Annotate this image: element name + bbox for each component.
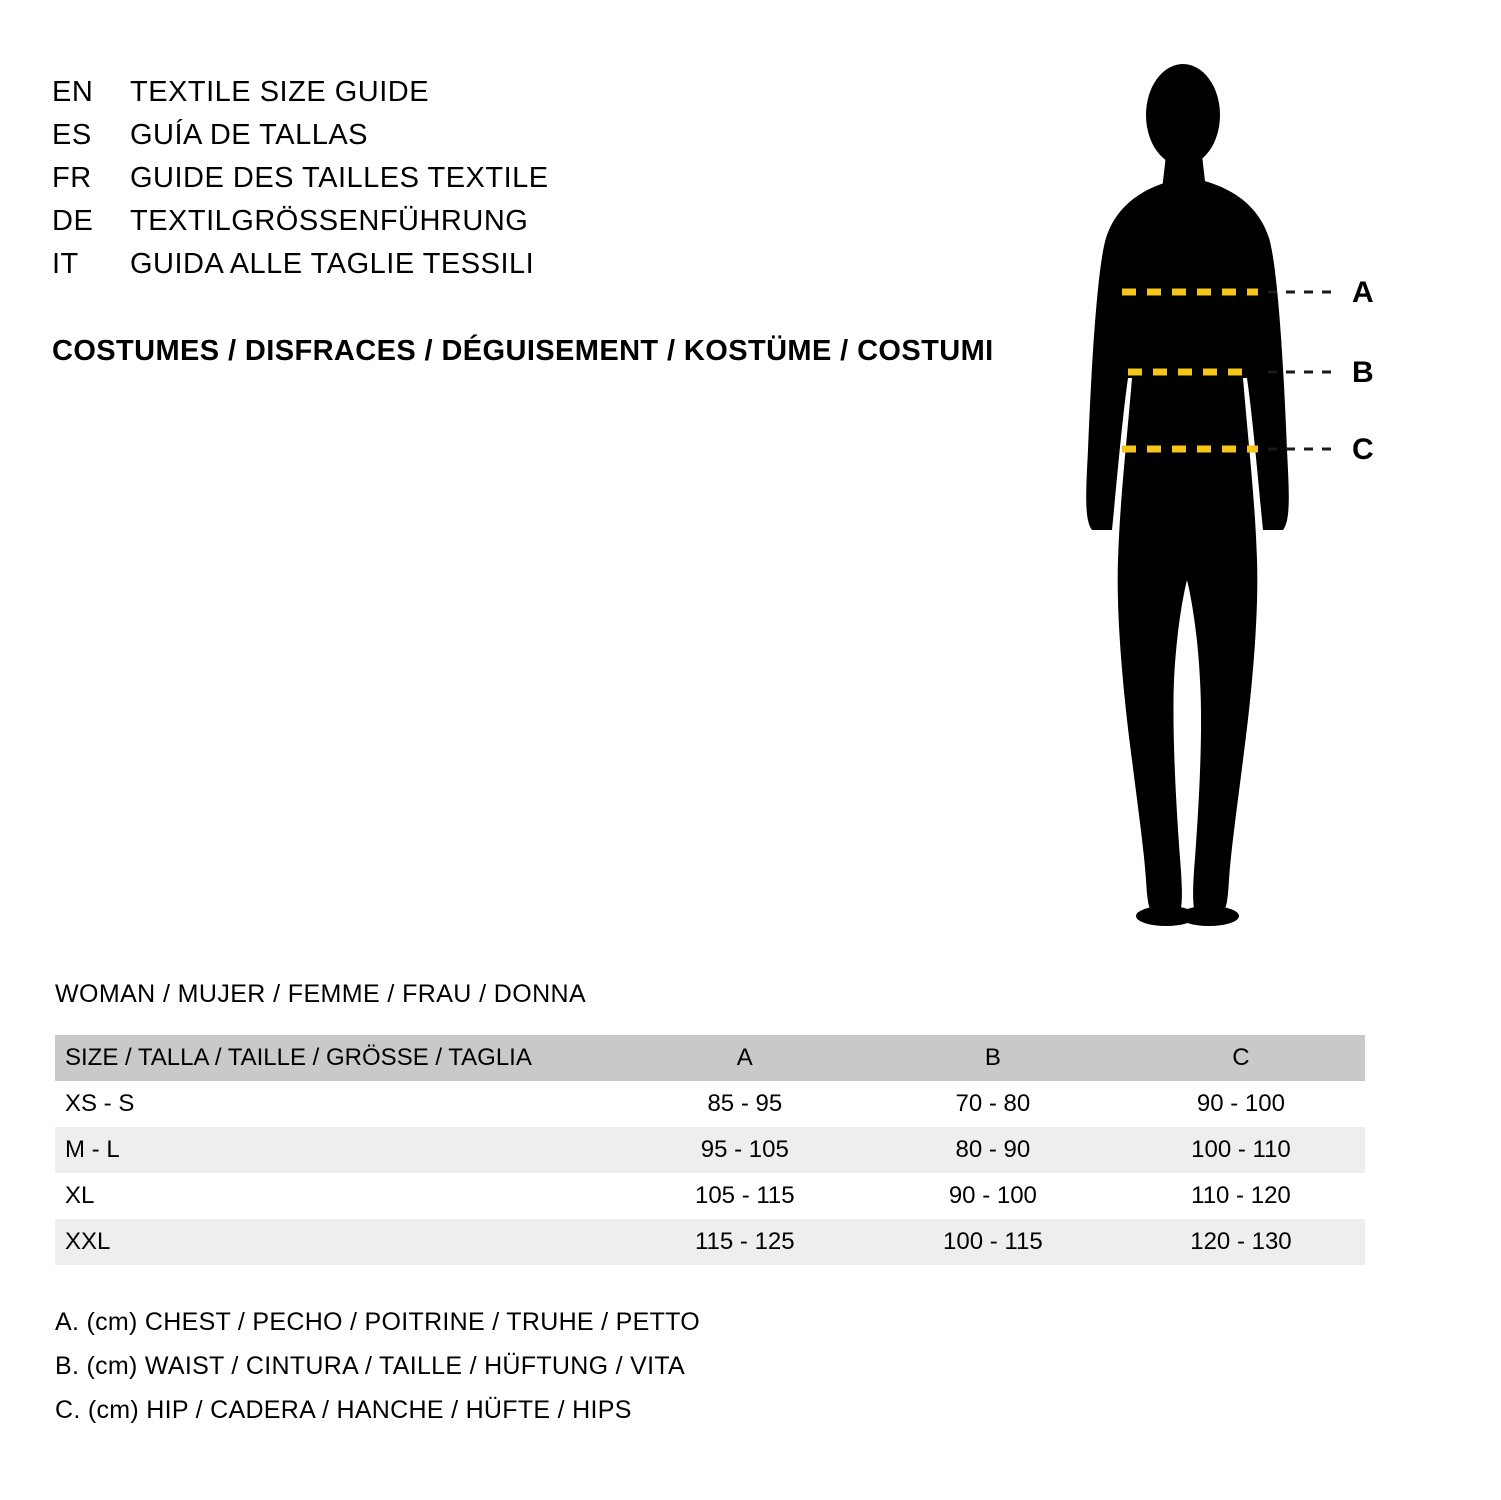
language-code: IT [52,248,79,280]
cell-size: XS - S [65,1090,135,1117]
cell-size: XXL [65,1228,111,1255]
legend-item-hip: C. (cm) HIP / CADERA / HANCHE / HÜFTE / HIPS [55,1396,632,1424]
language-row [52,205,1032,248]
language-row [52,248,1032,291]
cell-hip: 90 - 100 [1196,1090,1285,1117]
cell-chest: 105 - 115 [694,1182,795,1209]
language-row [52,162,1032,205]
marker-label-a: A [1352,276,1374,309]
cell-chest: 115 - 125 [694,1228,795,1255]
language-row [52,119,1032,162]
cell-size: M - L [65,1136,120,1163]
language-title: GUÍA DE TALLAS [130,119,369,151]
legend-item-chest: A. (cm) CHEST / PECHO / POITRINE / TRUHE / PETTO [55,1308,701,1336]
table-row [55,1081,1365,1127]
table-body [55,1081,1365,1265]
cell-waist: 100 - 115 [943,1228,1043,1255]
language-title: GUIDA ALLE TAGLIE TESSILI [130,248,535,280]
language-code: EN [52,76,94,108]
marker-label-b: B [1352,356,1374,389]
cell-size: XL [65,1182,95,1209]
size-table [55,1035,1365,1265]
cell-hip: 100 - 110 [1191,1136,1291,1163]
cell-hip: 110 - 120 [1191,1182,1291,1209]
language-code: ES [52,119,92,151]
language-title: TEXTILGRÖSSENFÜHRUNG [130,205,529,237]
language-row [52,76,1032,119]
marker-label-c: C [1352,433,1374,466]
cell-waist: 80 - 90 [955,1136,1031,1163]
language-title: TEXTILE SIZE GUIDE [130,76,430,108]
table-head [55,1035,1365,1081]
table-row [55,1173,1365,1219]
measurement-legend [55,1300,700,1432]
legend-item-waist: B. (cm) WAIST / CINTURA / TAILLE / HÜFTUNG / VITA [55,1352,686,1380]
cell-hip: 120 - 130 [1190,1228,1292,1255]
table-caption: WOMAN / MUJER / FEMME / FRAU / DONNA [55,980,587,1008]
header-a: A [736,1044,753,1071]
table-row [55,1127,1365,1173]
woman-silhouette-icon [1040,60,1460,940]
language-list [52,76,1032,291]
cell-chest: 85 - 95 [707,1090,783,1117]
header-b: B [984,1044,1001,1071]
cell-waist: 90 - 100 [948,1182,1037,1209]
cell-waist: 70 - 80 [955,1090,1031,1117]
table-header-row [55,1035,1365,1081]
language-code: FR [52,162,92,194]
language-title: GUIDE DES TAILLES TEXTILE [130,162,549,194]
language-code: DE [52,205,94,237]
header-size: SIZE / TALLA / TAILLE / GRÖSSE / TAGLIA [65,1044,532,1071]
header-c: C [1232,1044,1250,1071]
table-row [55,1219,1365,1265]
measurement-figure [1040,60,1460,940]
cell-chest: 95 - 105 [700,1136,789,1163]
costume-category-subtitle: COSTUMES / DISFRACES / DÉGUISEMENT / KOSTÜME / COSTUMI [52,335,994,367]
